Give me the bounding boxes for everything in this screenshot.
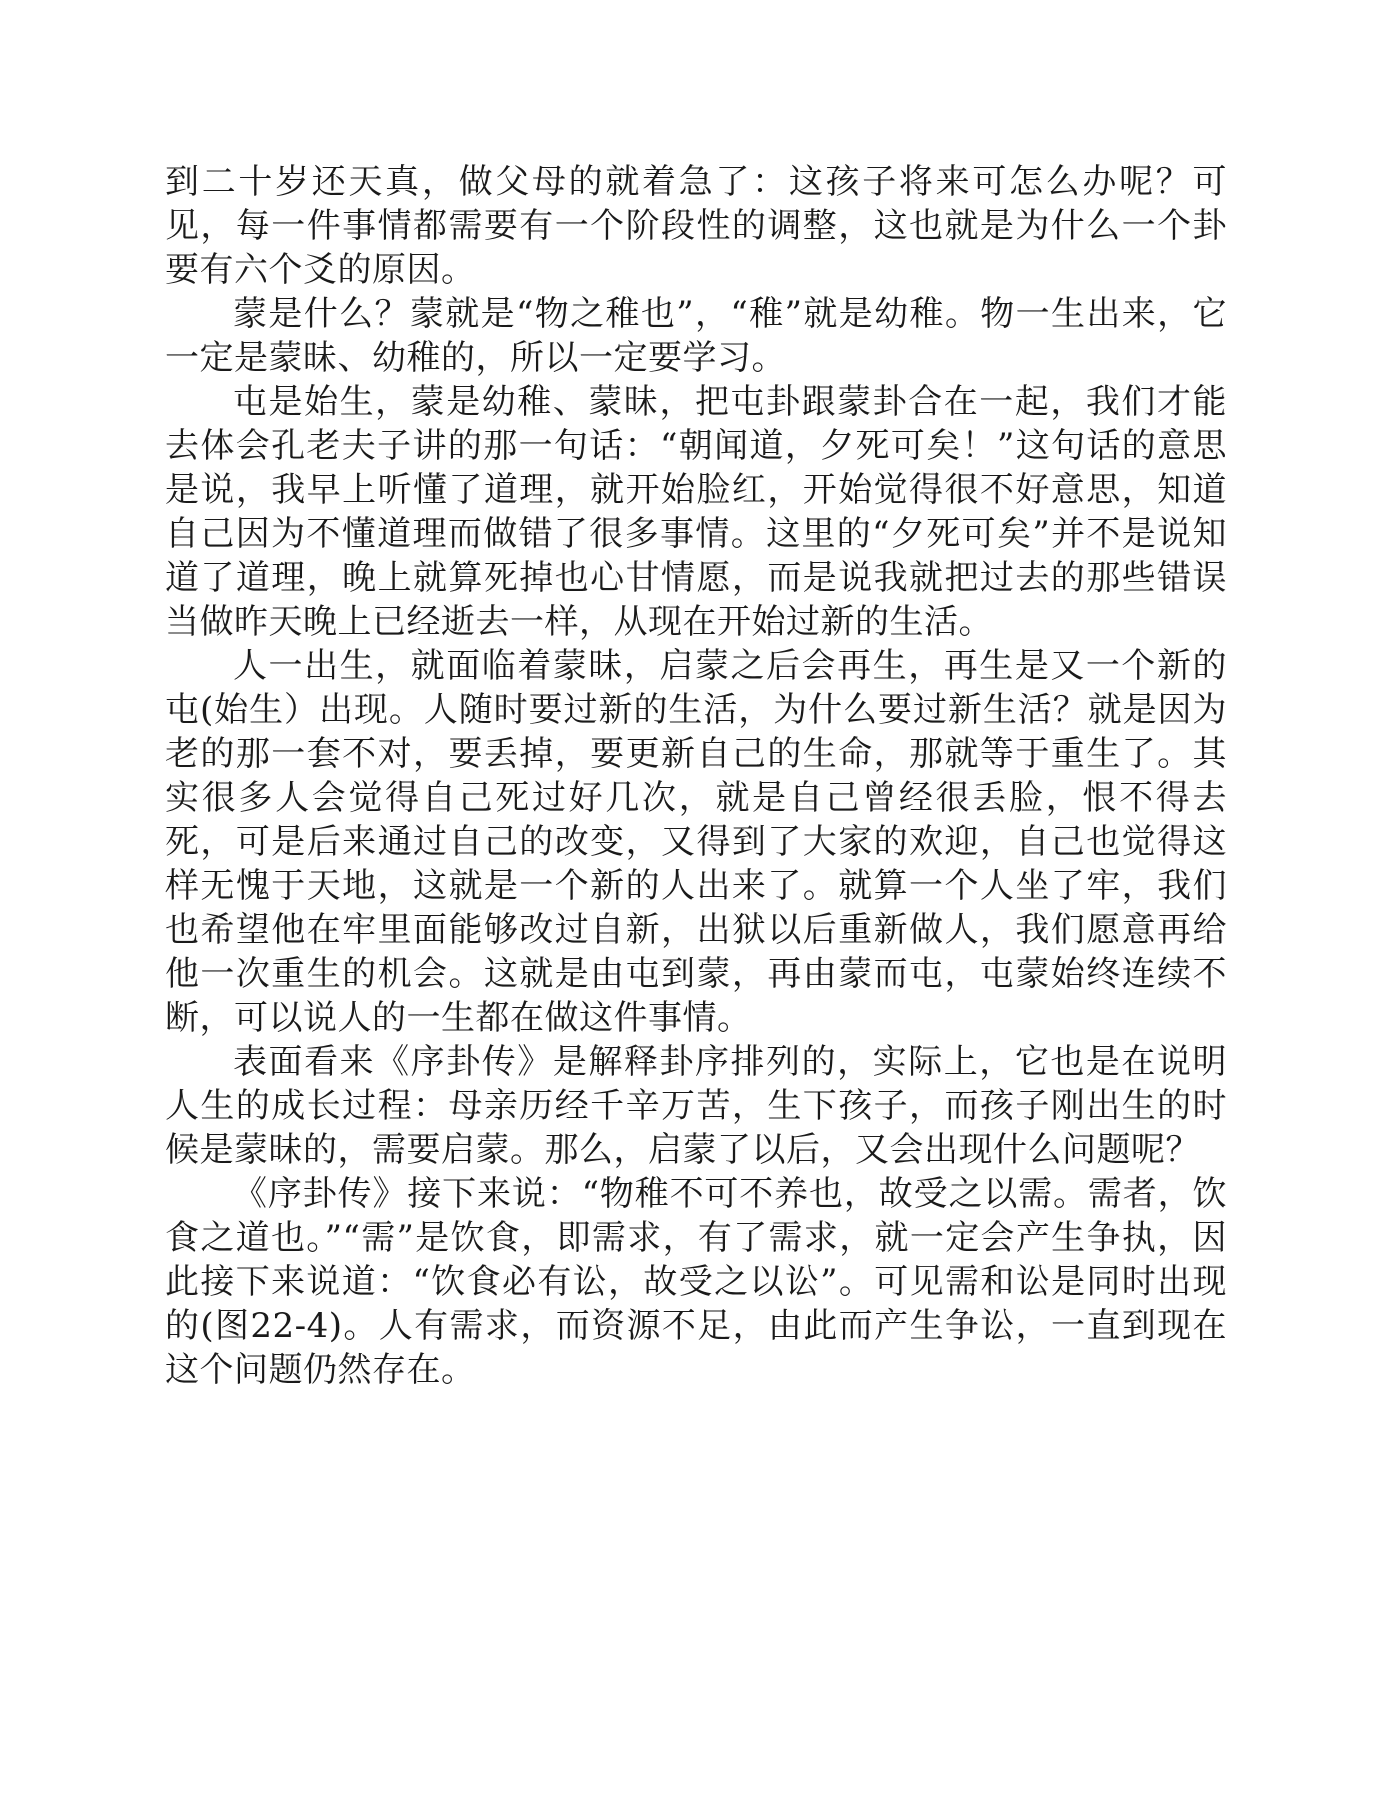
paragraph-6: 《序卦传》接下来说：“物稚不可不养也，故受之以需。需者，饮食之道也。”“需”是饮食，即需求，有了需求，就一定会产生争执，因此接下来说道：“饮食必有讼，故受之以讼”。可见需和讼是同时出现的(图22-4)。人有需求，而资源不足，由此而产生争讼，一直到现在这个问题仍然存在。 — [165, 1174, 1227, 1390]
paragraph-4: 人一出生，就面临着蒙昧，启蒙之后会再生，再生是又一个新的屯(始生）出现。人随时要过新的生活，为什么要过新生活？就是因为老的那一套不对，要丢掉，要更新自己的生命，那就等于重生了。其实很多人会觉得自己死过好几次，就是自己曾经很丢脸，恨不得去死，可是后来通过自己的改变，又得到了大家的欢迎，自己也觉得这样无愧于天地，这就是一个新的人出来了。就算一个人坐了牢，我们也希望他在牢里面能够改过自新，出狱以后重新做人，我们愿意再给他一次重生的机会。这就是由屯到蒙，再由蒙而屯，屯蒙始终连续不断，可以说人的一生都在做这件事情。 — [165, 646, 1227, 1038]
paragraph-5: 表面看来《序卦传》是解释卦序排列的，实际上，它也是在说明人生的成长过程：母亲历经千辛万苦，生下孩子，而孩子刚出生的时候是蒙昧的，需要启蒙。那么，启蒙了以后，又会出现什么问题呢？ — [165, 1042, 1227, 1170]
paragraph-2: 蒙是什么？蒙就是“物之稚也”，“稚”就是幼稚。物一生出来，它一定是蒙昧、幼稚的，所以一定要学习。 — [165, 294, 1227, 378]
paragraph-3: 屯是始生，蒙是幼稚、蒙昧，把屯卦跟蒙卦合在一起，我们才能去体会孔老夫子讲的那一句话：“朝闻道，夕死可矣！”这句话的意思是说，我早上听懂了道理，就开始脸红，开始觉得很不好意思，知道自己因为不懂道理而做错了很多事情。这里的“夕死可矣”并不是说知道了道理，晚上就算死掉也心甘情愿，而是说我就把过去的那些错误当做昨天晚上已经逝去一样，从现在开始过新的生活。 — [165, 382, 1227, 642]
body-text — [165, 160, 1227, 1392]
paragraph-1: 到二十岁还天真，做父母的就着急了：这孩子将来可怎么办呢？可见，每一件事情都需要有一个阶段性的调整，这也就是为什么一个卦要有六个爻的原因。 — [165, 162, 1227, 290]
